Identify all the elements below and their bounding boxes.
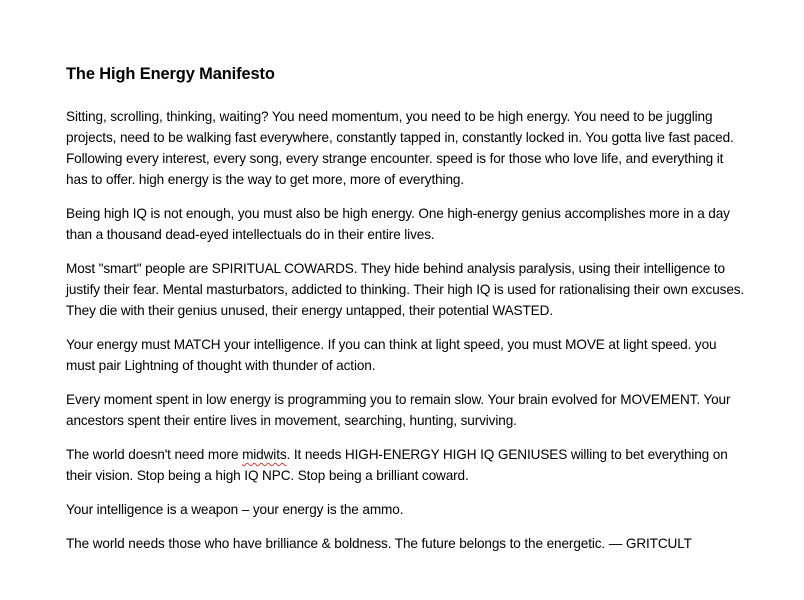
paragraph-midwits-before: The world doesn't need more — [66, 447, 243, 462]
paragraph-closing: The world needs those who have brilliance & boldness. The future belongs to the energetic. — GRITCULT — [66, 536, 692, 551]
paragraph-midwits-after: . It needs HIGH-ENERGY HIGH IQ GENIUSES willing to bet everything on their vision. Stop being a high IQ NPC. Stop being a brilliant coward. — [66, 447, 728, 483]
paragraph-midwits — [66, 444, 746, 486]
paragraph-momentum: Sitting, scrolling, thinking, waiting? You need momentum, you need to be high energy. You need to be juggling projects, need to be walking fast everywhere, constantly tapped in, constantly locked in. You gotta live fast paced. Following every interest, every song, every strange encounter. speed is for those who love life, and everything it has to offer. high energy is the way to get more, more of everything. — [66, 109, 734, 187]
paragraph-low-energy: Every moment spent in low energy is programming you to remain slow. Your brain evolved for MOVEMENT. Your ancestors spent their entire lives in movement, searching, hunting, surviving. — [66, 392, 731, 428]
paragraph-high-iq: Being high IQ is not enough, you must also be high energy. One high-energy genius accomplishes more in a day than a thousand dead-eyed intellectuals do in their entire lives. — [66, 206, 730, 242]
document-title: The High Energy Manifesto — [66, 65, 275, 83]
paragraph-weapon: Your intelligence is a weapon – your energy is the ammo. — [66, 502, 404, 517]
paragraph-spiritual-cowards: Most "smart" people are SPIRITUAL COWARDS. They hide behind analysis paralysis, using their intelligence to justify their fear. Mental masturbators, addicted to thinking. Their high IQ is used for rationalising their own excuses. They die with their genius unused, their energy untapped, their potential WASTED. — [66, 261, 745, 318]
spellcheck-flagged-word[interactable]: midwits — [242, 447, 287, 462]
paragraph-match-intelligence: Your energy must MATCH your intelligence. If you can think at light speed, you must MOVE at light speed. you must pair Lightning of thought with thunder of action. — [66, 337, 717, 373]
